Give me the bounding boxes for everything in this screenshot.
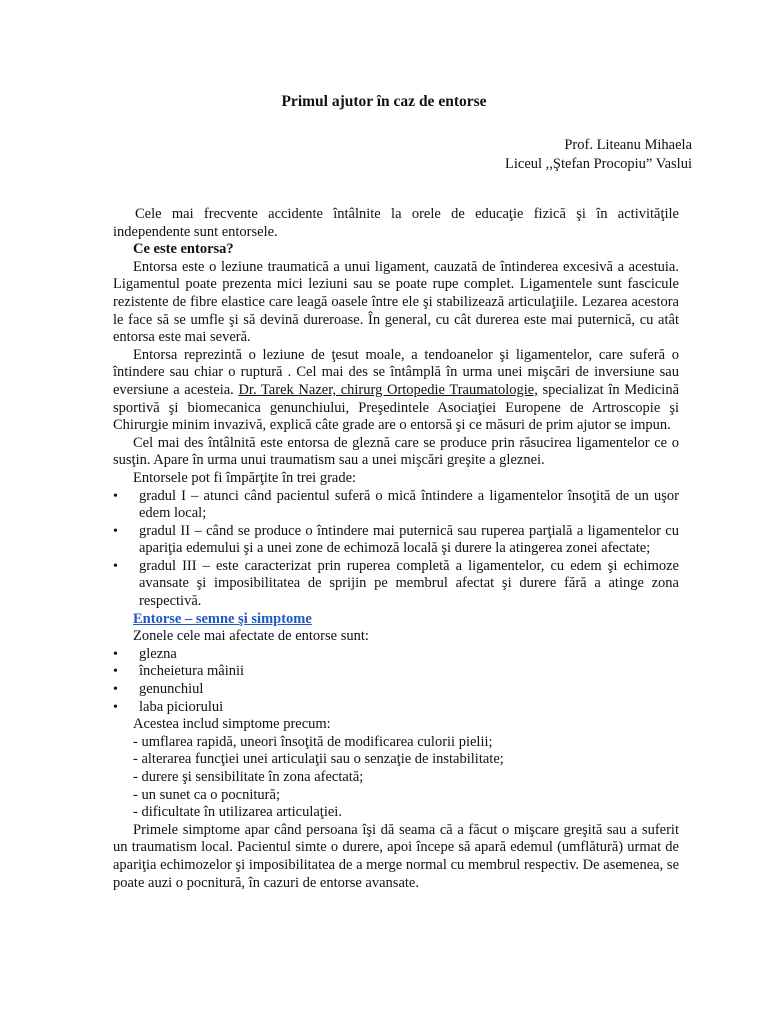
zones-intro: Zonele cele mai afectate de entorse sunt:: [133, 628, 369, 645]
symptom-item: - dificultate în utilizarea articulaţiei.: [133, 804, 342, 821]
paragraph-grades-intro: Entorsele pot fi împărţite în trei grade:: [133, 469, 357, 486]
school-name: Liceul ,,Ştefan Procopiu” Vaslui: [505, 156, 692, 172]
grades-list: [113, 488, 679, 611]
paragraph-soft-tissue-text-a: Entorsa reprezintă o leziune de ţesut moale, a tendoanelor şi ligamentelor, care suferă o întindere sau chiar o ruptură . Cel mai des se întâmplă în urma unei mişcări de inversiune sau eversiune a acesteia.: [113, 346, 679, 398]
author-block: [505, 136, 692, 174]
list-item: • încheietura mâinii: [113, 663, 679, 681]
symptom-item: - durere şi sensibilitate în zona afectată;: [133, 769, 364, 785]
list-item: • glezna: [113, 646, 679, 664]
paragraph-ankle: Cel mai des întâlnită este entorsa de gleznă care se produce prin răsucirea ligamentelor ce o susţin. Apare în urma unui traumatism sau a unei mişcări greşite a gleznei.: [113, 434, 679, 469]
paragraph-soft-tissue: [113, 347, 679, 435]
paragraph-first-symptoms: Primele simptome apar când persoana îşi dă seama că a făcut o mişcare greşită sau a suferit un traumatism local. Pacientul simte o durere, apoi începe să apară edemul (umflătură) urmat de apariţia echimozelor şi imposibilitatea de a merge normal cu membrul respectiv. De asemenea, se poate auzi o pocnitură, în cazuri de entorse avansate.: [113, 821, 679, 891]
symptoms-intro: Acestea includ simptome precum:: [133, 716, 331, 733]
paragraph-definition: Entorsa este o leziune traumatică a unui ligament, cauzată de întinderea excesivă a acestuia. Ligamentul poate prezenta mici leziuni sau se poate rupe complet. Ligamentele sunt fascicule rezistente de fibre elastice care leagă oasele între ele şi stabilizează articulaţiile. Lezarea acestora le face să se umfle şi să devină dureroase. În general, cu cât durerea este mai puternică, cu atât entorsa este mai severă.: [113, 258, 679, 346]
zones-list: [113, 646, 679, 716]
list-item: • gradul III – este caracterizat prin ruperea completă a ligamentelor, cu edem şi echimoze avansate şi imposibilitatea de sprijin pe membrul afectat şi durere fără a atinge zona respectivă.: [113, 558, 679, 611]
page-title: Primul ajutor în caz de entorse: [281, 93, 487, 110]
signs-symptoms-link[interactable]: Entorse – semne şi simptome: [133, 610, 312, 627]
list-item: • genunchiul: [113, 681, 679, 699]
list-item: • gradul II – când se produce o întindere mai puternică sau ruperea parţială a ligamentelor cu apariţia edemului şi a unei zone de echimoză locală şi durere la atingerea zonei afectate;: [113, 523, 679, 558]
symptom-item: - un sunet ca o pocnitură;: [133, 786, 280, 803]
paragraph-soft-tissue-text-b: specializat în Medicină sportivă şi biomecanica genunchiului, Preşedintele Asociaţiei Europene de Artroscopie şi Chirurgie minim invazivă, explică câte grade are o entorsă şi ce măsuri de prim ajutor se impun.: [113, 381, 680, 434]
intro-paragraph: Cele mai frecvente accidente întâlnite la orele de educaţie fizică şi în activităţile independente sunt entorsele.: [113, 206, 679, 240]
signs-symptoms-heading-row: [113, 611, 679, 629]
author-name: Prof. Liteanu Mihaela: [564, 137, 692, 153]
list-item: • gradul I – atunci când pacientul suferă o mică întindere a ligamentelor însoţită de un uşor edem local;: [113, 488, 679, 523]
symptom-item: - umflarea rapidă, uneori însoţită de modificarea culorii pielii;: [133, 733, 493, 750]
list-item: • laba piciorului: [113, 699, 679, 717]
document-body: [113, 206, 679, 892]
doctor-link[interactable]: Dr. Tarek Nazer, chirurg Ortopedie Traumatologie,: [238, 381, 538, 398]
symptom-item: - alterarea funcţiei unei articulaţii sau o senzaţie de instabilitate;: [133, 751, 504, 768]
section-question: Ce este entorsa?: [133, 241, 234, 258]
